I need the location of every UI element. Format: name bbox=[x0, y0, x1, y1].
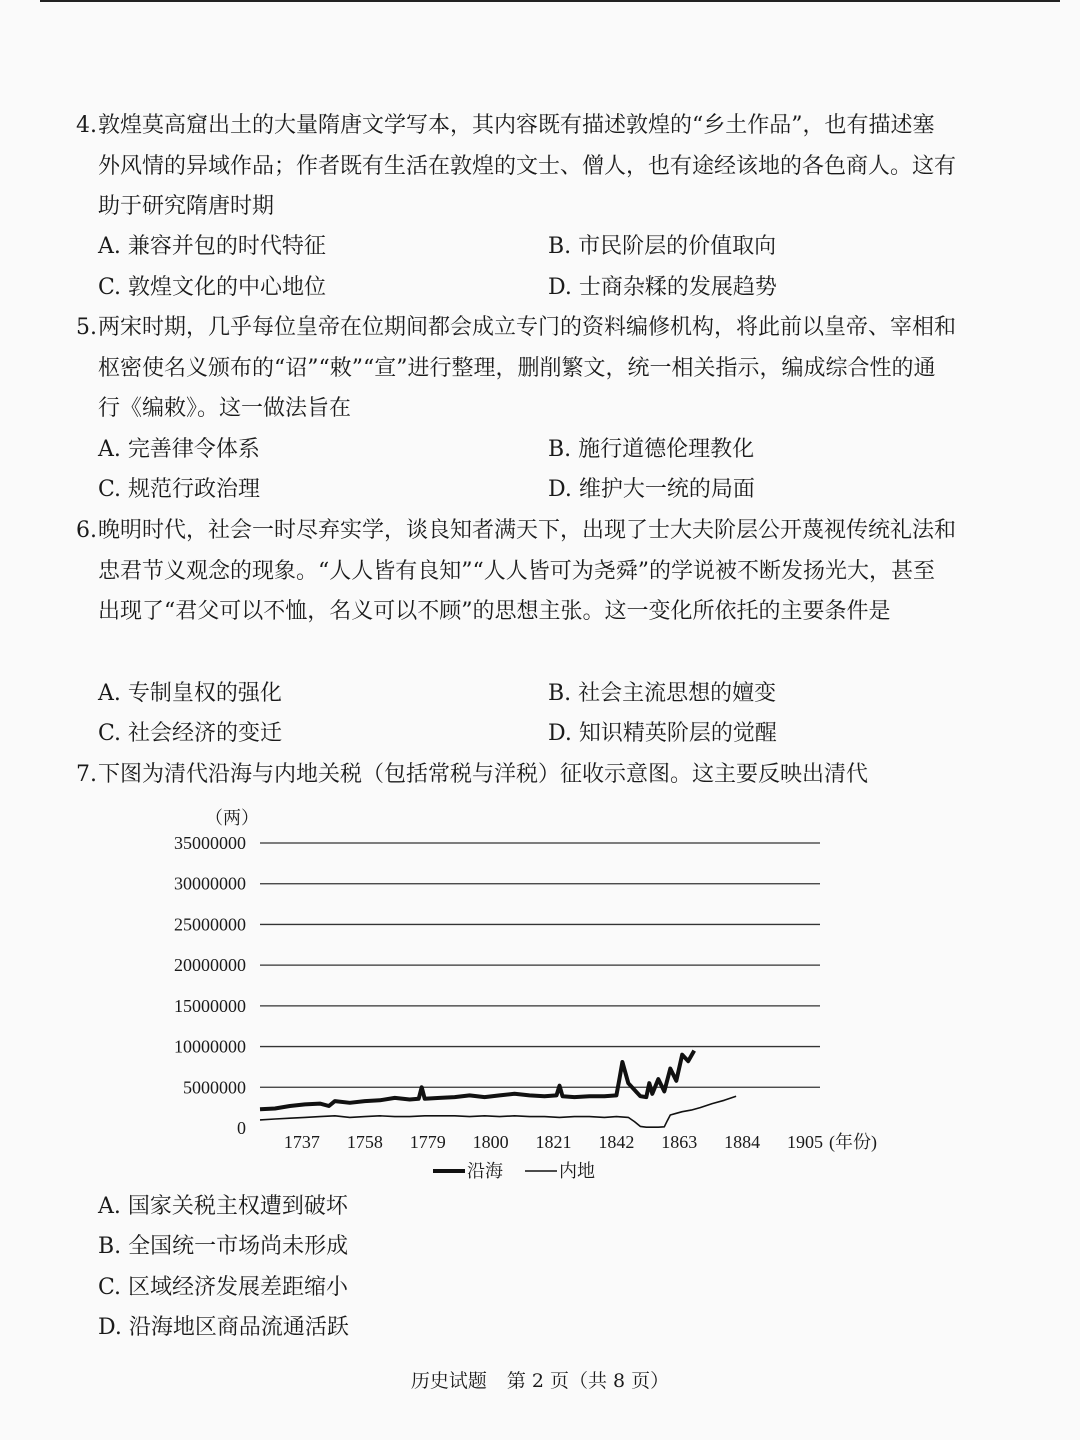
option-a[interactable]: A. 国家关税主权遭到破坏 bbox=[98, 1194, 348, 1219]
y-tick-label: 30000000 bbox=[174, 873, 246, 894]
option-c[interactable]: C. 区域经济发展差距缩小 bbox=[98, 1275, 349, 1300]
question-stem: 敦煌莫高窟出土的大量隋唐文学写本，其内容既有描述敦煌的“乡土作品”，也有描述塞外风情的异域作品；作者既有生活在敦煌的文士、僧人，也有途经该地的各色商人。这有助于研究隋唐时期 bbox=[98, 113, 957, 219]
y-tick-label: 10000000 bbox=[174, 1036, 246, 1057]
question-number: 6. bbox=[76, 518, 97, 543]
question-4 bbox=[76, 106, 956, 228]
question-7 bbox=[76, 755, 956, 796]
footer-subject: 历史试题 bbox=[410, 1370, 487, 1392]
y-tick-label: 5000000 bbox=[183, 1077, 246, 1098]
option-a[interactable]: A. 兼容并包的时代特征 bbox=[98, 234, 326, 259]
x-tick-label: 1758 bbox=[346, 1132, 383, 1152]
y-tick-label: 35000000 bbox=[174, 833, 246, 853]
option-b[interactable]: B. 市民阶层的价值取向 bbox=[548, 234, 777, 259]
x-tick-label: 1863 bbox=[661, 1132, 698, 1152]
top-rule bbox=[40, 0, 1060, 2]
question-stem: 晚明时代，社会一时尽弃实学，谈良知者满天下，出现了士大夫阶层公开蔑视传统礼法和忠君节义观念的现象。“人人皆有良知”“人人皆可为尧舜”的学说被不断发扬光大，甚至出现了“君父可以不恤，名义可以不顾”的思想主张。这一变化所依托的主要条件是 bbox=[98, 518, 957, 624]
y-tick-label: 25000000 bbox=[174, 914, 246, 935]
question-5 bbox=[76, 308, 956, 430]
option-c[interactable]: C. 敦煌文化的中心地位 bbox=[98, 275, 327, 300]
option-a[interactable]: A. 完善律令体系 bbox=[98, 437, 260, 462]
tariff-line-chart bbox=[150, 800, 910, 1185]
footer-page-number: 第 2 页（共 8 页） bbox=[506, 1370, 670, 1392]
option-b[interactable]: B. 全国统一市场尚未形成 bbox=[98, 1234, 349, 1259]
option-c[interactable]: C. 社会经济的变迁 bbox=[98, 721, 283, 746]
x-axis-label: (年份) bbox=[829, 1132, 878, 1152]
option-a[interactable]: A. 专制皇权的强化 bbox=[98, 681, 282, 706]
question-number: 5. bbox=[76, 315, 97, 340]
question-6 bbox=[76, 511, 956, 633]
option-d[interactable]: D. 沿海地区商品流通活跃 bbox=[98, 1315, 349, 1340]
option-d[interactable]: D. 士商杂糅的发展趋势 bbox=[548, 275, 777, 300]
option-d[interactable]: D. 维护大一统的局面 bbox=[548, 477, 755, 502]
option-b[interactable]: B. 施行道德伦理教化 bbox=[548, 437, 755, 462]
option-c[interactable]: C. 规范行政治理 bbox=[98, 477, 261, 502]
question-number: 7. bbox=[76, 762, 97, 787]
y-axis-unit-label: （两） bbox=[205, 808, 259, 828]
question-number: 4. bbox=[76, 113, 97, 138]
question-stem: 两宋时期，几乎每位皇帝在位期间都会成立专门的资料编修机构，将此前以皇帝、宰相和枢密使名义颁布的“诏”“敕”“宣”进行整理，删削繁文，统一相关指示，编成综合性的通行《编敕》。这一做法旨在 bbox=[98, 315, 957, 421]
y-tick-label: 0 bbox=[237, 1118, 246, 1138]
y-tick-label: 20000000 bbox=[174, 955, 246, 976]
option-d[interactable]: D. 知识精英阶层的觉醒 bbox=[548, 721, 777, 746]
option-b[interactable]: B. 社会主流思想的嬗变 bbox=[548, 681, 777, 706]
series-line-coastal bbox=[260, 1051, 694, 1110]
legend-label: 沿海 bbox=[467, 1161, 503, 1181]
y-tick-label: 15000000 bbox=[174, 995, 246, 1016]
x-tick-label: 1737 bbox=[283, 1132, 320, 1152]
page-footer bbox=[0, 1366, 1080, 1393]
question-stem: 下图为清代沿海与内地关税（包括常税与洋税）征收示意图。这主要反映出清代 bbox=[98, 762, 869, 787]
x-tick-label: 1905 bbox=[787, 1132, 824, 1152]
x-tick-label: 1821 bbox=[535, 1132, 572, 1152]
series-line-inland bbox=[260, 1096, 736, 1127]
x-tick-label: 1800 bbox=[472, 1132, 509, 1152]
x-tick-label: 1842 bbox=[598, 1132, 635, 1152]
legend-label: 内地 bbox=[559, 1161, 595, 1181]
x-tick-label: 1884 bbox=[724, 1132, 761, 1152]
x-tick-label: 1779 bbox=[409, 1132, 446, 1152]
